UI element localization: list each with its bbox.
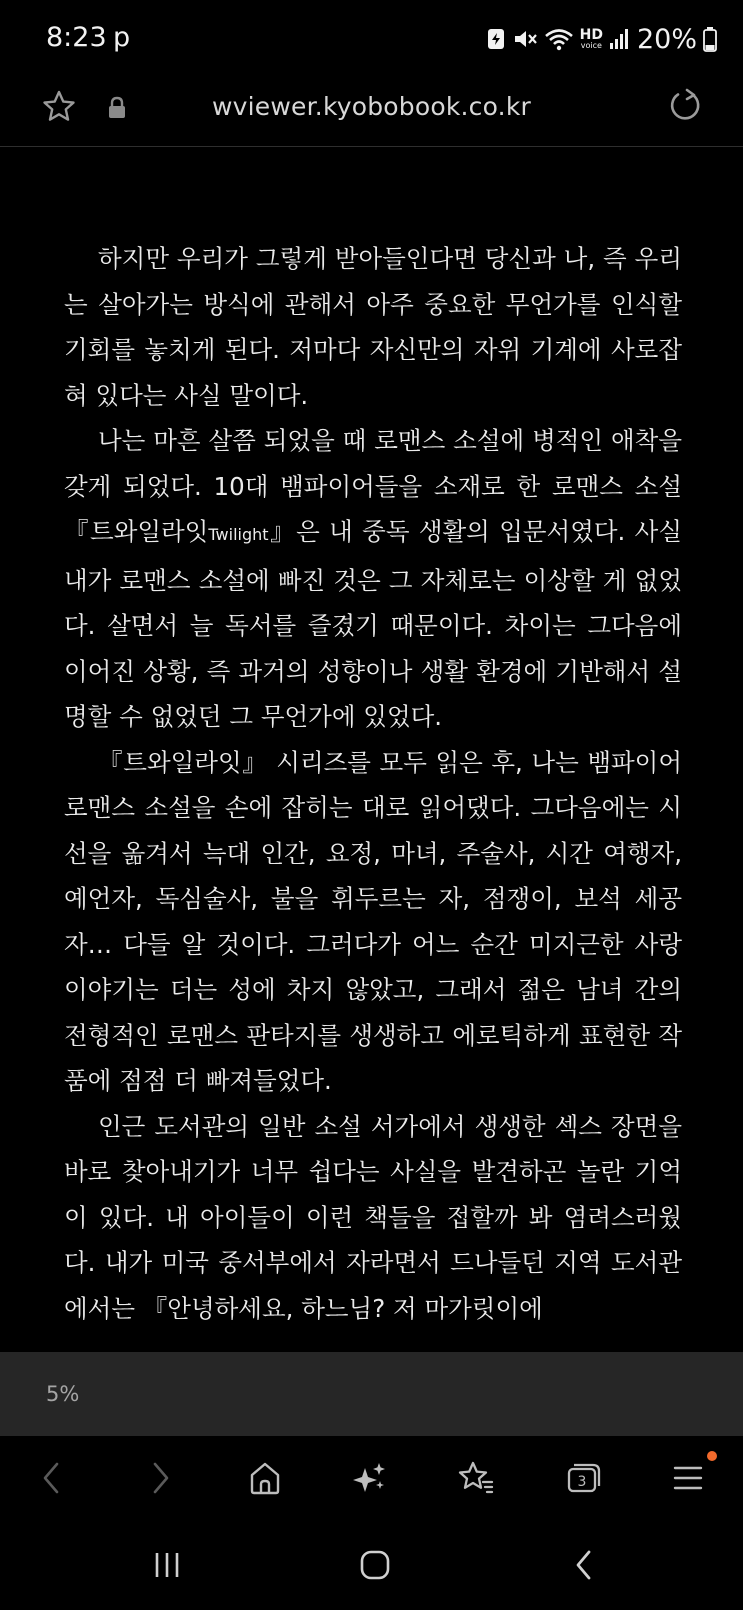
paragraph-text: 나는 마흔 살쯤 되었을 때 로맨스 소설에 병적인 애착을 갖게 되었다. 10대 뱀파이어들을 소재로 한 로맨스 소설 『트와일라잇	[64, 426, 682, 546]
url-address[interactable]: wviewer.kyobobook.co.kr	[212, 92, 531, 121]
url-bar	[0, 80, 743, 147]
voice-label: voice	[580, 41, 602, 50]
forward-icon[interactable]	[136, 1454, 184, 1502]
bookmarks-icon[interactable]	[452, 1454, 500, 1502]
status-bar	[0, 0, 743, 80]
hd-voice-icon	[580, 28, 603, 50]
book-paragraph: 하지만 우리가 그렇게 받아들인다면 당신과 나, 즉 우리는 살아가는 방식에 관해서 아주 중요한 무언가를 인식할 기회를 놓치게 된다. 저마다 자신만의 자위 기계에 사로잡혀 있다는 사실 말이다.	[64, 244, 682, 410]
paragraph-text: 』은 내 중독 생활의 입문서였다. 사실 내가 로맨스 소설에 빠진 것은 그 자체로는 이상할 게 없었다. 살면서 늘 독서를 즐겼기 때문이다. 차이는 그다음에 이어진 상황, 즉 과거의 성향이나 생활 환경에 기반해서 설명할 수 없었던 그 무언가에 있었다.	[64, 517, 682, 731]
system-nav-bar	[0, 1522, 743, 1610]
book-paragraph: 인근 도서관의 일반 소설 서가에서 생생한 섹스 장면을 바로 찾아내기가 너무 쉽다는 사실을 발견하곤 놀란 기억이 있다. 내 아이들이 이런 책들을 접할까 봐 염려스러웠다. 내가 미국 중서부에서 자라면서 드나들던 지역 도서관에서는 『안녕하세요, 하느님? 저 마가릿이에	[64, 1111, 682, 1323]
status-time: 8:23	[46, 22, 107, 53]
home-icon[interactable]	[241, 1454, 289, 1502]
menu-notification-dot	[707, 1451, 717, 1461]
reading-progress-strip	[0, 1352, 743, 1436]
browser-toolbar	[0, 1436, 743, 1522]
book-paragraph	[64, 418, 682, 740]
system-back-icon[interactable]	[555, 1540, 615, 1590]
sparkle-icon[interactable]	[346, 1454, 394, 1502]
battery-percent: 20%	[636, 23, 697, 55]
battery-icon	[703, 26, 717, 52]
recent-apps-icon[interactable]	[137, 1540, 197, 1590]
book-paragraph: 『트와일라잇』 시리즈를 모두 읽은 후, 나는 뱀파이어 로맨스 소설을 손에 잡히는 대로 읽어댔다. 그다음에는 시선을 옮겨서 늑대 인간, 요정, 마녀, 주술사, 시간 여행자, 예언자, 독심술사, 불을 휘두르는 자, 점쟁이, 보석 세공자… 다들 알 것이다. 그러다가 어느 순간 미지근한 사랑 이야기는 더는 성에 차지 않았고, 그래서 젊은 남녀 간의 전형적인 로맨스 판타지를 생생하고 에로틱하게 표현한 작품에 점점 더 빠져들었다.	[64, 747, 682, 1095]
book-reader[interactable]	[64, 236, 682, 1331]
tabs-icon[interactable]	[559, 1454, 607, 1502]
reload-icon[interactable]	[665, 86, 705, 130]
home-button-icon[interactable]	[345, 1540, 405, 1590]
back-icon[interactable]	[28, 1454, 76, 1502]
data-saver-icon	[486, 27, 506, 51]
hd-label: HD	[579, 27, 603, 43]
mute-icon	[512, 27, 538, 51]
menu-icon[interactable]	[664, 1454, 712, 1502]
signal-icon	[609, 27, 629, 51]
status-icons	[486, 22, 717, 56]
wifi-icon	[544, 27, 574, 51]
tabs-count: 3	[577, 1474, 587, 1490]
inline-english-title: Twilight	[208, 525, 269, 544]
status-notification-p: p	[113, 22, 131, 53]
reading-progress: 5%	[46, 1382, 80, 1406]
